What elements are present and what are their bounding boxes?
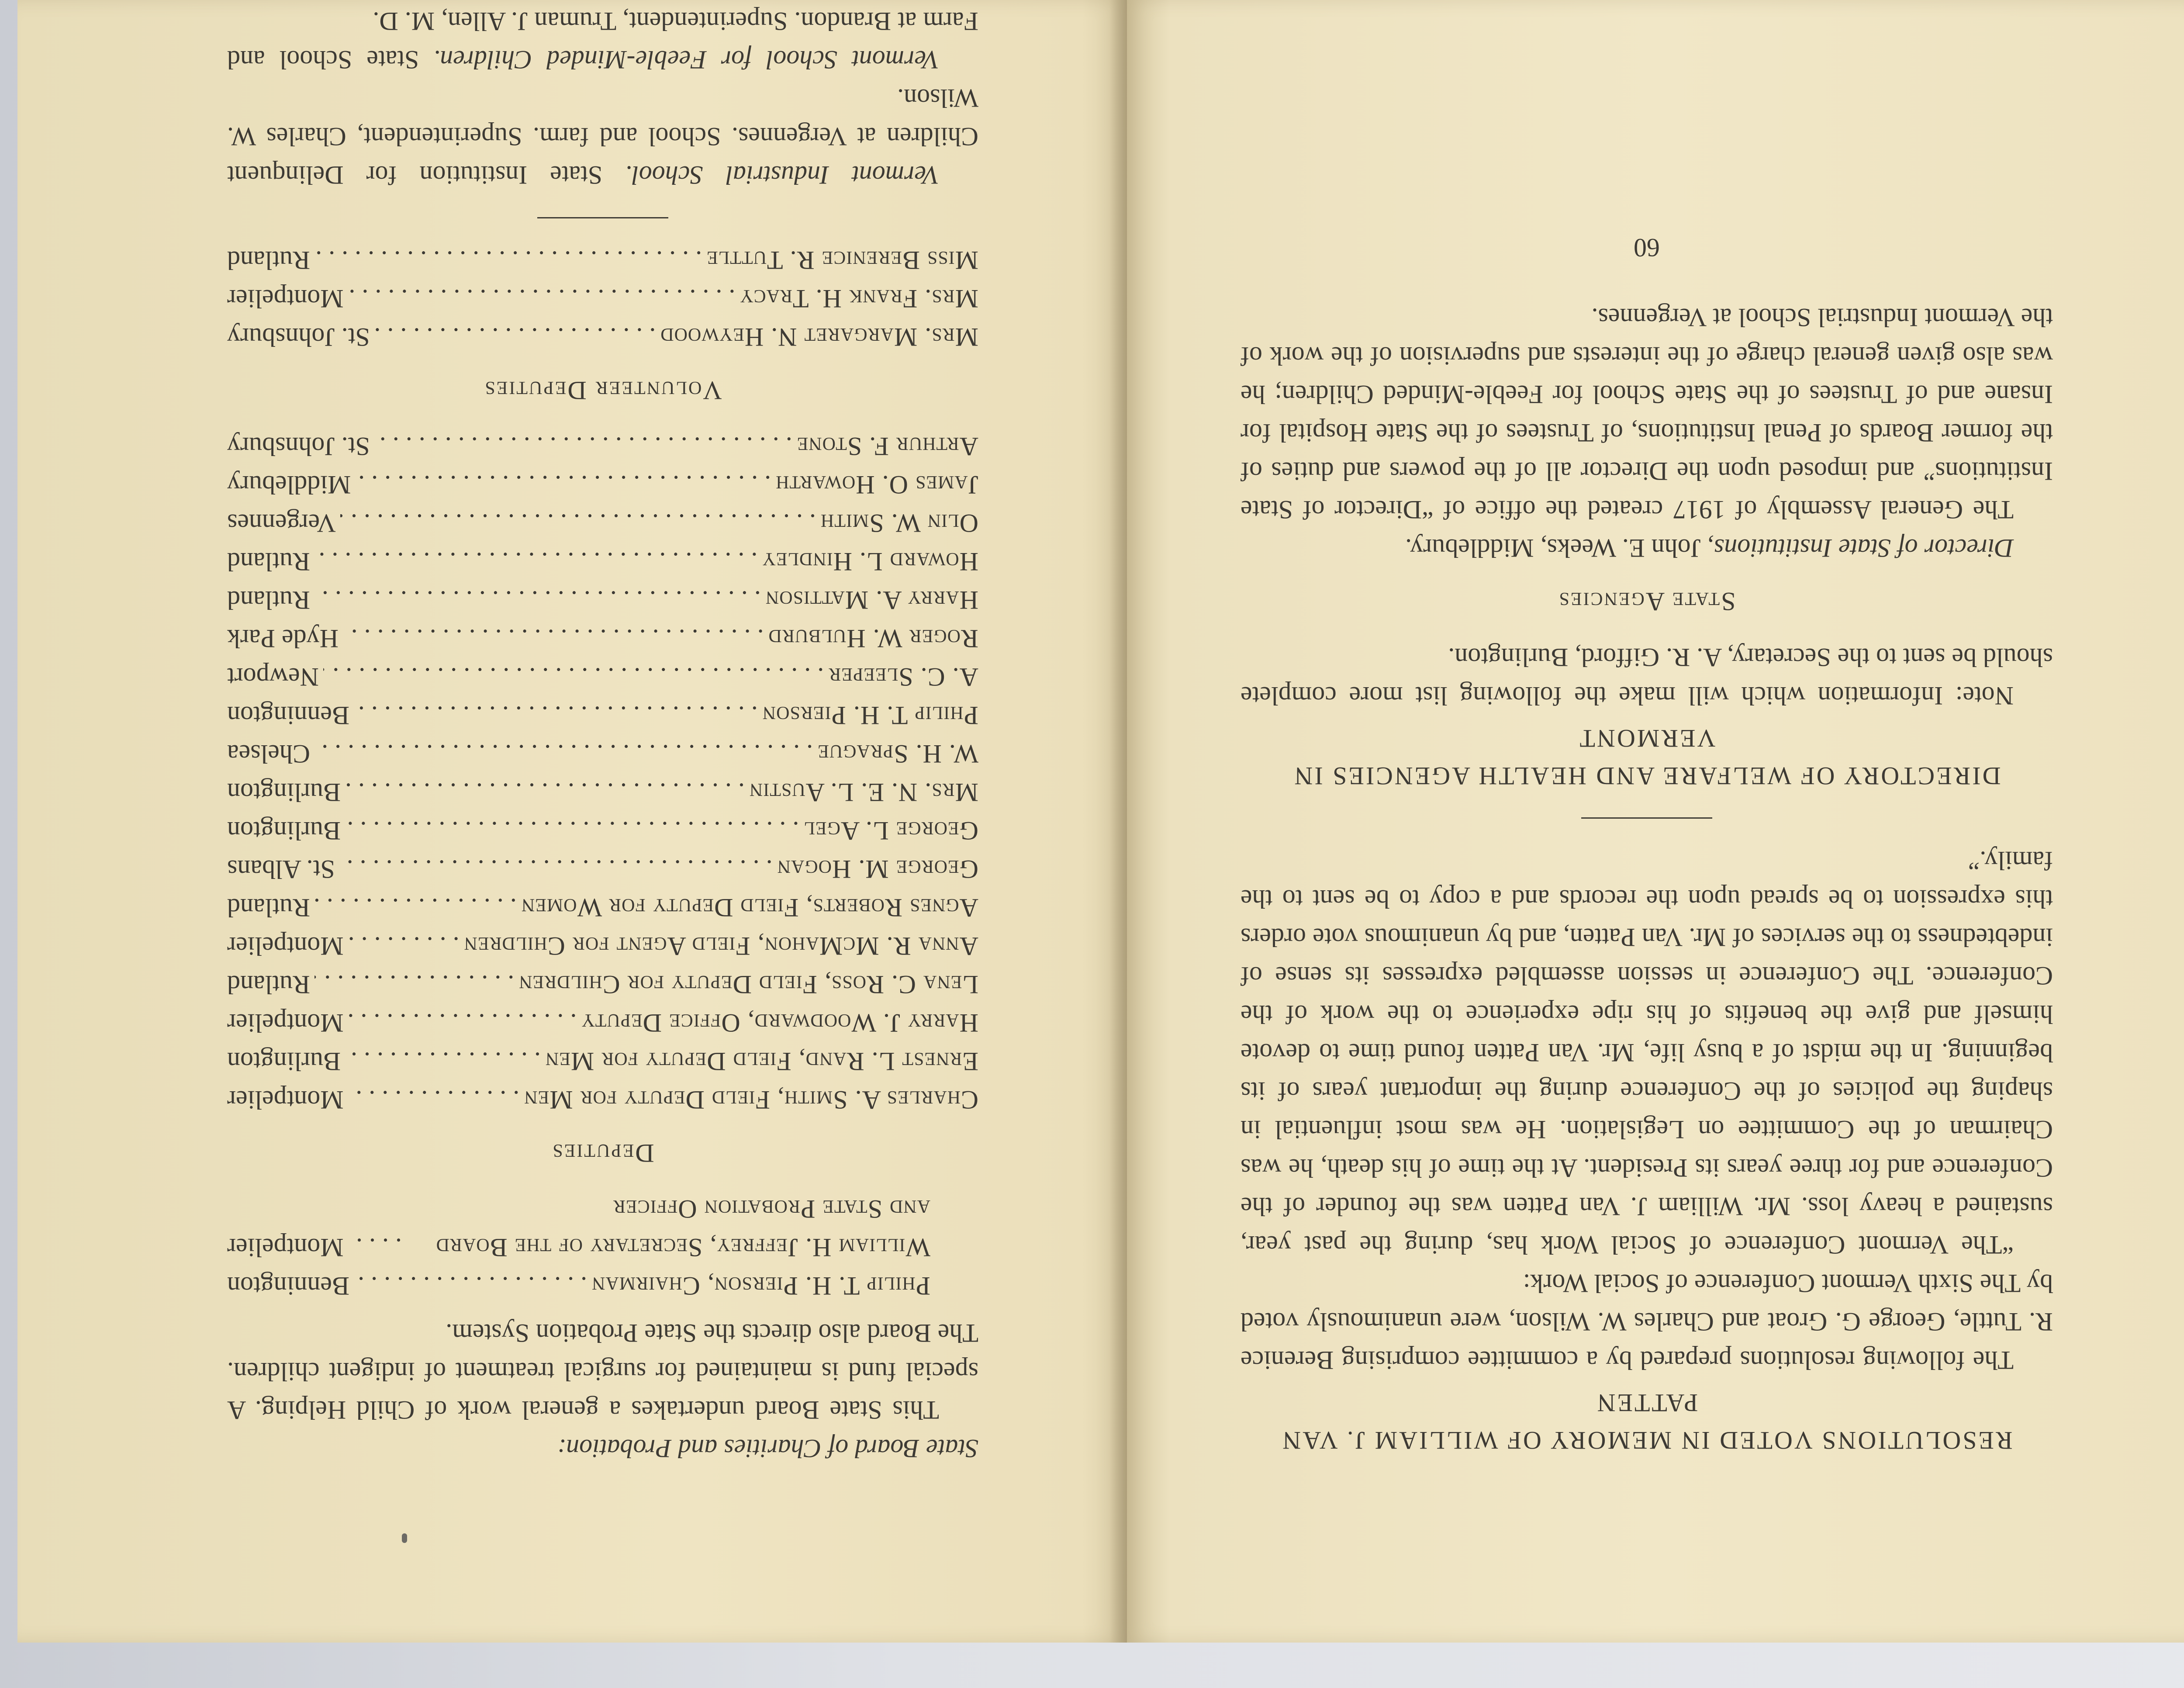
deputy-row: Harry A. Mattison . . . Rutland: [227, 581, 978, 619]
page-60: [1127, 0, 2184, 1643]
page-61: [17, 0, 1127, 1643]
open-book: [17, 0, 2184, 1647]
pencil-mark: [402, 1533, 407, 1543]
deputy-row: Harry J. Woodward, Office Deputy . . . Montpelier: [227, 1004, 978, 1042]
officers-list: [227, 1190, 978, 1305]
deputy-row: Howard L. Hindley . . . Rutland: [227, 543, 978, 581]
deputy-row: Mrs. N. E. L. Austin . . . Burlington: [227, 773, 978, 812]
resolution-heading: RESOLUTIONS VOTED IN MEMORY OF WILLIAM J. VAN PATTEN: [1281, 1389, 2013, 1455]
resolution-intro: The following resolutions prepared by a committee comprising Berenice R. Tuttle, George G. Groat and Charles W. Wilson, were unanimously voted by The Sixth Vermont Conference of Social Work:: [1241, 1269, 2053, 1375]
institution-entry: Vermont Industrial School. State Institution for Delinquent Children at Vergennes. School and farm. Superintendent, Charles W. Wilson.: [227, 84, 978, 190]
state-agencies-heading: State Agencies: [1558, 587, 1736, 616]
section-divider: [1581, 817, 1712, 819]
page-number: 60: [1634, 233, 1660, 262]
deputy-row: Arthur F. Stone . . . St. Johnsbury: [227, 427, 978, 466]
director-entry: Director of State Institutions, John E. Weeks, Middlebury.: [1405, 534, 2014, 563]
deputy-row: James O. Howarth . . . Middlebury: [227, 466, 978, 504]
deputy-row: Lena C. Ross, Field Deputy for Children . . . Rutland: [227, 965, 978, 1004]
volunteer-row: Mrs. Margaret N. Heywood . . . St. Johnsbury: [227, 318, 978, 356]
charities-board-text: This State Board undertakes a general work of Child Helping. A special fund is maintained for surgical treatment of indigent children. The Board also directs the State Probation System.: [227, 1319, 978, 1425]
directory-heading: DIRECTORY OF WELFARE AND HEALTH AGENCIES IN VERMONT: [1292, 724, 2001, 790]
deputy-row: Anna R. McMahon, Field Agent for Children . . . Montpelier: [227, 927, 978, 965]
charities-board-title: State Board of Charities and Probation:: [557, 1434, 978, 1463]
deputy-row: Agnes Roberts, Field Deputy for Women . . . Rutland: [227, 889, 978, 927]
deputy-row: A. C. Sleeper . . . Newport: [227, 658, 978, 696]
deputy-row: George M. Hogan . . . St. Albans: [227, 850, 978, 889]
volunteer-deputies-heading: Volunteer Deputies: [484, 376, 722, 405]
directory-note: Note: Information which will make the following list more complete should be sent to the Secretary, A. R. Gifford, Burlington.: [1241, 643, 2053, 710]
page-60-text-block: [1241, 183, 2053, 1459]
section-divider: [537, 217, 668, 218]
volunteer-row: Miss Berenice R. Tuttle . . . Rutland: [227, 241, 978, 280]
deputy-row: Philip T. H. Pierson . . . Bennington: [227, 696, 978, 735]
institution-entry: Vermont School for Feeble-Minded Children. State School and Farm at Brandon. Superintendent, Truman J. Allen, M. D.: [227, 7, 978, 74]
deputy-row: Charles A. Smith, Field Deputy for Men . . . Montpelier: [227, 1081, 978, 1119]
page-61-text-block: [227, 7, 978, 1468]
deputy-row: W. H. Sprague . . . Chelsea: [227, 735, 978, 773]
officer-row: William H. Jeffrey, Secretary of the Board and State Probation Officer . . . Montpelier: [227, 1190, 978, 1267]
deputy-row: George L. Agel . . . Burlington: [227, 812, 978, 850]
deputy-row: Olin W. Smith . . . Vergennes: [227, 504, 978, 543]
officer-row: Philip T. H. Pierson, Chairman . . . Bennington: [227, 1267, 978, 1305]
resolution-text: “The Vermont Conference of Social Work has, during the past year, sustained a heavy loss. Mr. William J. Van Patten was the founder of the Conference and for three years its President. At the time of his death, he was Chairman of the Committee on Legislation. He was most influential in shaping the policies of the Conference during the important years of its beginning. In the midst of a busy life, Mr. Van Patten found time to devote himself and give the benefits of his ripe experience to the work of the Conference. The Conference in session assembled expresses its sense of indebtedness to the services of Mr. Van Patten, and by unanimous vote orders this expression to be spread upon the records and a copy to be sent to the family.”: [1241, 846, 2053, 1259]
institution-entry: [227, 0, 978, 2]
deputy-row: Roger W. Hulburd . . . Hyde Park: [227, 619, 978, 658]
volunteer-deputies-list: [227, 241, 978, 356]
volunteer-row: Mrs. Frank H. Tracy . . . Montpelier: [227, 280, 978, 318]
deputies-list: [227, 427, 978, 1119]
deputies-heading: Deputies: [551, 1139, 654, 1168]
general-assembly-text: The General Assembly of 1917 created the office of “Director of State Institutions” and imposed upon the Director all of the powers and duties of the former Boards of Penal Institutions, of Trustees of the State Hospital for Insane and of Trustees of the State School for Feeble-Minded Children; he was also given general charge of the interests and supervision of the work of the Vermont Industrial School at Vergennes.: [1241, 303, 2053, 524]
deputy-row: Ernest L. Rand, Field Deputy for Men . . . Burlington: [227, 1042, 978, 1081]
